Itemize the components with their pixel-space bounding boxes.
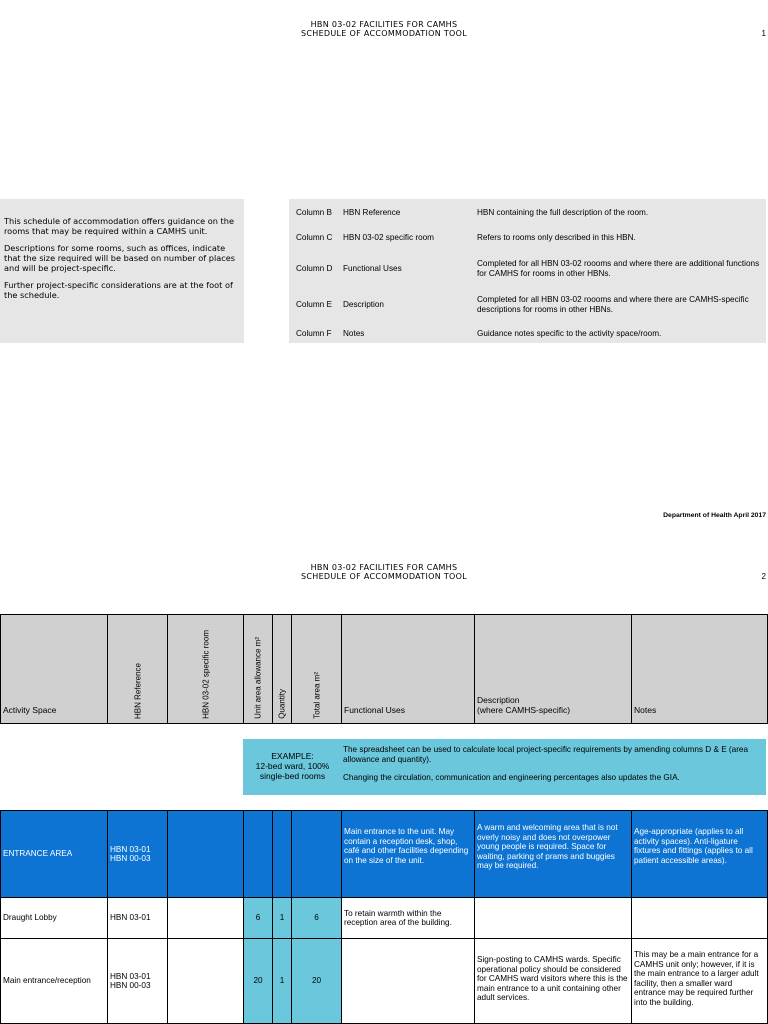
page2-header-line2: SCHEDULE OF ACCOMMODATION TOOL: [300, 572, 468, 581]
page2-header-line1: HBN 03-02 FACILITIES FOR CAMHS: [310, 563, 458, 572]
row-functional-uses: Main entrance to the unit. May contain a reception desk, shop, café and other facilities depending on the size of the unit.: [341, 810, 475, 898]
row-specific-room: [167, 897, 244, 939]
page1-header-line2: SCHEDULE OF ACCOMMODATION TOOL: [300, 29, 468, 38]
column-name: HBN Reference: [343, 208, 401, 217]
column-id: Column D: [296, 264, 333, 273]
row-unit-area: [243, 810, 273, 898]
row-description: A warm and welcoming area that is not overly noisy and does not overpower young people is required. Space for waiting, parking of prams and buggies may be required.: [474, 810, 632, 898]
column-name: Functional Uses: [343, 264, 402, 273]
row-quantity[interactable]: 1: [272, 938, 292, 1024]
row-description: [474, 897, 632, 939]
row-specific-room: [167, 810, 244, 898]
intro-paragraph-3: Further project-specific considerations are at the foot of the schedule.: [4, 280, 233, 300]
row-hbn-reference: HBN 03-01 HBN 00-03: [107, 810, 168, 898]
column-name: Notes: [343, 329, 365, 338]
row-unit-area[interactable]: 6: [243, 897, 273, 939]
row-notes: [631, 897, 768, 939]
header-functional-uses: Functional Uses: [341, 614, 475, 724]
row-hbn-reference: HBN 03-01: [107, 897, 168, 939]
row-specific-room: [167, 938, 244, 1024]
column-name: HBN 03-02 specific room: [343, 233, 435, 242]
column-id: Column C: [296, 233, 333, 242]
page2-header: [200, 563, 568, 581]
page1-footer: Department of Health April 2017: [663, 512, 766, 519]
example-panel: [243, 739, 766, 795]
row-quantity[interactable]: 1: [272, 897, 292, 939]
column-id: Column B: [296, 208, 332, 217]
column-id: Column F: [296, 329, 332, 338]
column-desc: Completed for all HBN 03-02 roooms and where there are CAMHS-specific descriptions for rooms in other HBNs.: [477, 295, 749, 314]
row-total-area: [291, 810, 342, 898]
header-notes: Notes: [631, 614, 768, 724]
column-desc: Refers to rooms only described in this HBN.: [477, 233, 636, 242]
header-hbn-reference: HBN Reference: [107, 614, 168, 724]
column-desc: Completed for all HBN 03-02 roooms and where there are additional functions for CAMHS for rooms in other HBNs.: [477, 259, 760, 278]
column-desc: Guidance notes specific to the activity space/room.: [477, 329, 662, 338]
row-total-area: 6: [291, 897, 342, 939]
row-description: Sign-posting to CAMHS wards. Specific operational policy should be considered for CAMHS ward visitors where this is the main entrance to a unit containing other adult services.: [474, 938, 632, 1024]
row-functional-uses: [341, 938, 475, 1024]
header-total-area: Total area m²: [291, 614, 342, 724]
row-functional-uses: To retain warmth within the reception area of the building.: [341, 897, 475, 939]
header-quantity: Quantity: [272, 614, 292, 724]
header-specific-room: HBN 03-02 specific room: [167, 614, 244, 724]
page1-number: 1: [761, 29, 766, 38]
example-text: The spreadsheet can be used to calculate local project-specific requirements by amending columns D & E (area allowance and quantity). Changing the circulation, communication and engineering percentages also updates the GIA.: [343, 745, 749, 782]
row-activity-space: Main entrance/reception: [0, 938, 108, 1024]
row-notes: Age-appropriate (applies to all activity spaces). Anti-ligature fixtures and fittings (applies to all patient accessible areas).: [631, 810, 768, 898]
intro-paragraph-1: This schedule of accommodation offers guidance on the rooms that may be required within a CAMHS unit.: [4, 216, 234, 236]
column-desc: HBN containing the full description of the room.: [477, 208, 649, 217]
row-quantity: [272, 810, 292, 898]
page1-header: [200, 20, 568, 38]
column-legend-panel: [289, 199, 766, 343]
column-id: Column E: [296, 300, 332, 309]
row-total-area: 20: [291, 938, 342, 1024]
example-label: EXAMPLE: 12-bed ward, 100% single-bed rooms: [255, 751, 330, 781]
row-hbn-reference: HBN 03-01 HBN 00-03: [107, 938, 168, 1024]
header-description: Description (where CAMHS-specific): [474, 614, 632, 724]
row-activity-space: Draught Lobby: [0, 897, 108, 939]
intro-paragraph-2: Descriptions for some rooms, such as offices, indicate that the size required will be based on number of places and will be project-specific.: [4, 243, 236, 273]
row-unit-area[interactable]: 20: [243, 938, 273, 1024]
row-notes: This may be a main entrance for a CAMHS unit only; however, if it is the main entrance to a larger adult facility, then a smaller ward entrance may be required further into the building.: [631, 938, 768, 1024]
row-activity-space: ENTRANCE AREA: [0, 810, 108, 898]
page2-number: 2: [761, 572, 766, 581]
intro-panel: [0, 199, 244, 343]
page1-header-line1: HBN 03-02 FACILITIES FOR CAMHS: [310, 20, 458, 29]
header-unit-area: Unit area allowance m²: [243, 614, 273, 724]
column-name: Description: [343, 300, 384, 309]
header-activity-space: Activity Space: [0, 614, 108, 724]
